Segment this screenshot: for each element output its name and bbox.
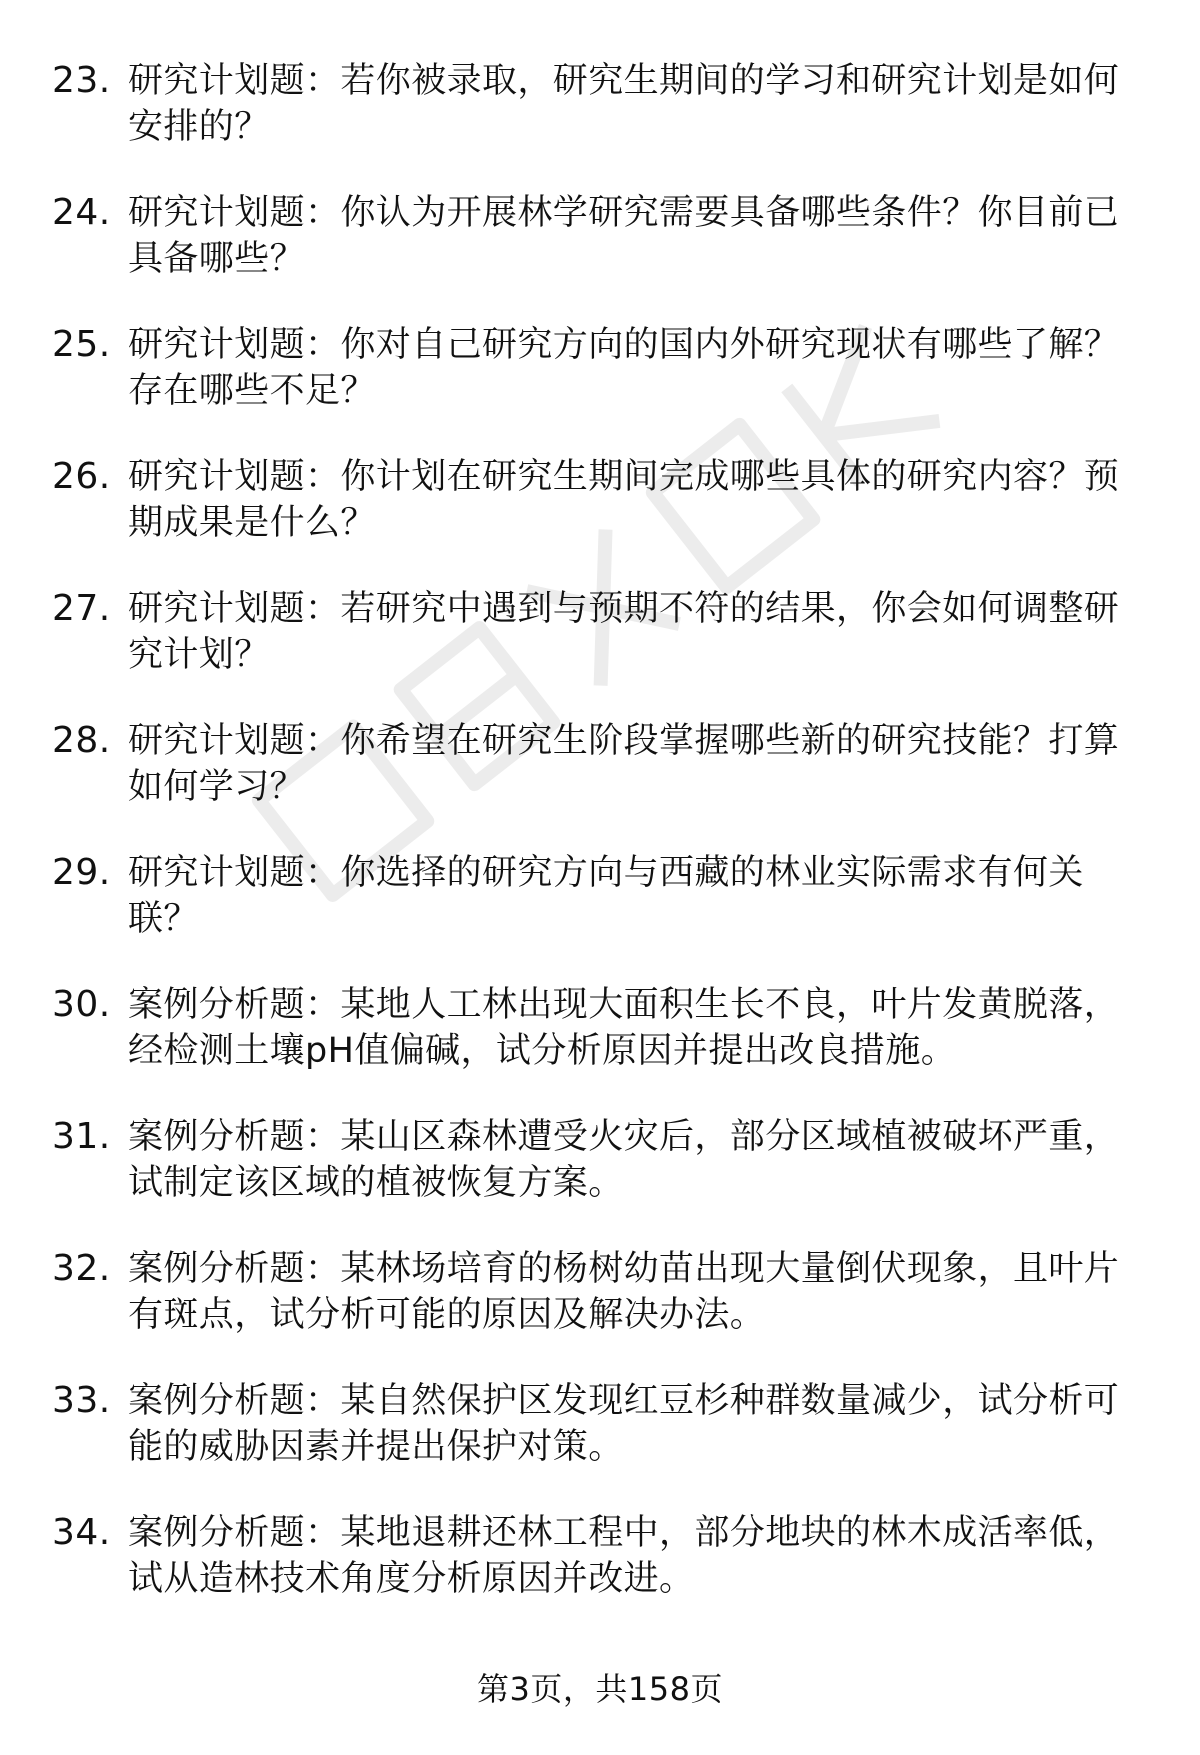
question-text: 案例分析题：某地人工林出现大面积生长不良，叶片发黄脱落，经检测土壤pH值偏碱，试分析原因并提出改良措施。 — [128, 985, 1120, 1071]
list-item — [0, 1114, 1200, 1246]
page-number-label: 第3页，共158页 — [477, 1670, 723, 1708]
question-text: 研究计划题：你认为开展林学研究需要具备哪些条件？你目前已具备哪些？ — [128, 193, 1120, 279]
question-text: 研究计划题：你选择的研究方向与西藏的林业实际需求有何关联？ — [128, 853, 1084, 939]
question-number: 31. — [52, 1116, 111, 1157]
list-item — [0, 454, 1200, 586]
list-item — [0, 1246, 1200, 1378]
list-item — [0, 586, 1200, 718]
page-footer — [0, 1667, 1200, 1711]
question-number: 28. — [52, 720, 111, 761]
list-item — [0, 982, 1200, 1114]
question-list — [0, 58, 1200, 1642]
question-number: 27. — [52, 588, 111, 629]
question-number: 32. — [52, 1248, 111, 1289]
question-text: 案例分析题：某山区森林遭受火灾后，部分区域植被破坏严重，试制定该区域的植被恢复方案。 — [128, 1117, 1120, 1203]
list-item — [0, 58, 1200, 190]
question-number: 30. — [52, 984, 111, 1025]
question-number: 25. — [52, 324, 111, 365]
question-text: 案例分析题：某林场培育的杨树幼苗出现大量倒伏现象，且叶片有斑点，试分析可能的原因及解决办法。 — [128, 1249, 1120, 1335]
question-text: 案例分析题：某地退耕还林工程中，部分地块的林木成活率低，试从造林技术角度分析原因并改进。 — [128, 1513, 1120, 1599]
list-item — [0, 718, 1200, 850]
list-item — [0, 1378, 1200, 1510]
list-item — [0, 850, 1200, 982]
question-text: 研究计划题：若研究中遇到与预期不符的结果，你会如何调整研究计划？ — [128, 589, 1120, 675]
question-number: 24. — [52, 192, 111, 233]
list-item — [0, 190, 1200, 322]
question-text: 研究计划题：你计划在研究生期间完成哪些具体的研究内容？预期成果是什么？ — [128, 457, 1120, 543]
question-text: 案例分析题：某自然保护区发现红豆杉种群数量减少，试分析可能的威胁因素并提出保护对策。 — [128, 1381, 1120, 1467]
question-text: 研究计划题：你对自己研究方向的国内外研究现状有哪些了解？存在哪些不足？ — [128, 325, 1120, 411]
question-number: 23. — [52, 60, 111, 101]
question-text: 研究计划题：你希望在研究生阶段掌握哪些新的研究技能？打算如何学习？ — [128, 721, 1120, 807]
question-number: 26. — [52, 456, 111, 497]
question-text: 研究计划题：若你被录取，研究生期间的学习和研究计划是如何安排的？ — [128, 61, 1120, 147]
list-item — [0, 1510, 1200, 1642]
question-number: 34. — [52, 1512, 111, 1553]
question-number: 29. — [52, 852, 111, 893]
question-number: 33. — [52, 1380, 111, 1421]
list-item — [0, 322, 1200, 454]
